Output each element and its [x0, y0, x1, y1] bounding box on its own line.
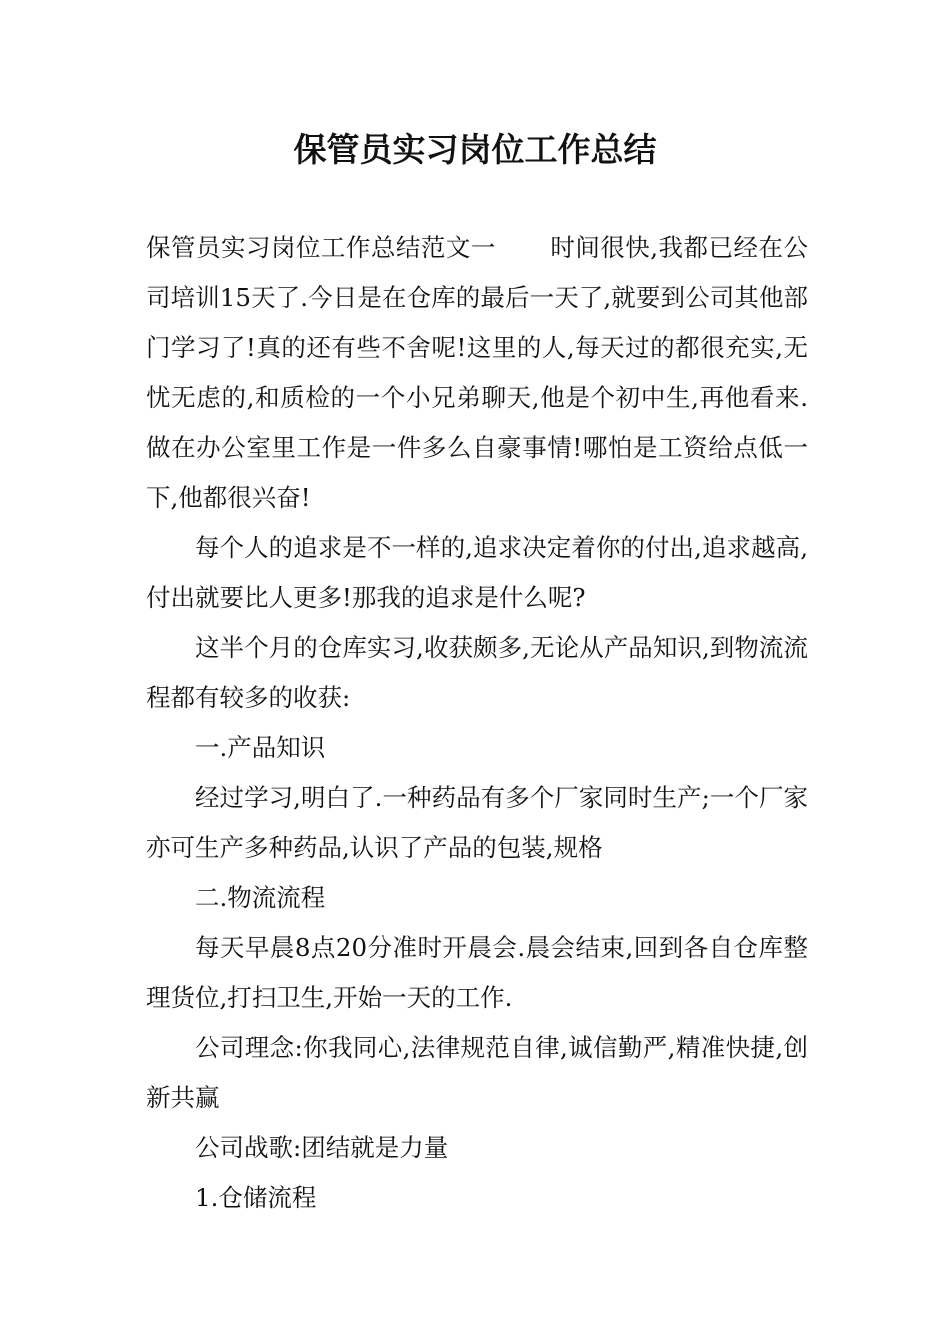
paragraph-text: 时间很快,我都已经在公司培训15天了.今日是在仓库的最后一天了,就要到公司其他部门学习了!真的还有些不舍呢!这里的人,每天过的都很充实,无忧无虑的,和质检的一个小兄弟聊天,他是个初中生,再他看来.做在办公室里工作是一件多么自豪事情!哪怕是工资给点低一下,他都很兴奋!: [146, 233, 809, 512]
paragraph: 每个人的追求是不一样的,追求决定着你的付出,追求越高,付出就要比人更多!那我的追求是什么呢?: [146, 533, 808, 612]
paragraph: 公司战歌:团结就是力量: [195, 1133, 449, 1162]
section-heading: 一.产品知识: [195, 733, 326, 762]
section-heading: 二.物流流程: [195, 883, 326, 912]
paragraph: 这半个月的仓库实习,收获颇多,无论从产品知识,到物流流程都有较多的收获:: [146, 633, 808, 712]
paragraph: 公司理念:你我同心,法律规范自律,诚信勤严,精准快捷,创新共赢: [146, 1033, 808, 1112]
document-title: 保管员实习岗位工作总结: [293, 130, 657, 169]
paragraph: 每天早晨8点20分准时开晨会.晨会结束,回到各自仓库整理货位,打扫卫生,开始一天的工作.: [146, 933, 808, 1012]
paragraph-intro: [146, 223, 808, 523]
document-body: [146, 223, 808, 1223]
paragraph: 经过学习,明白了.一种药品有多个厂家同时生产;一个厂家亦可生产多种药品,认识了产品的包装,规格: [146, 783, 808, 862]
subsection-heading: 1.仓储流程: [195, 1183, 317, 1212]
paragraph-lead: 保管员实习岗位工作总结范文一: [146, 233, 496, 262]
